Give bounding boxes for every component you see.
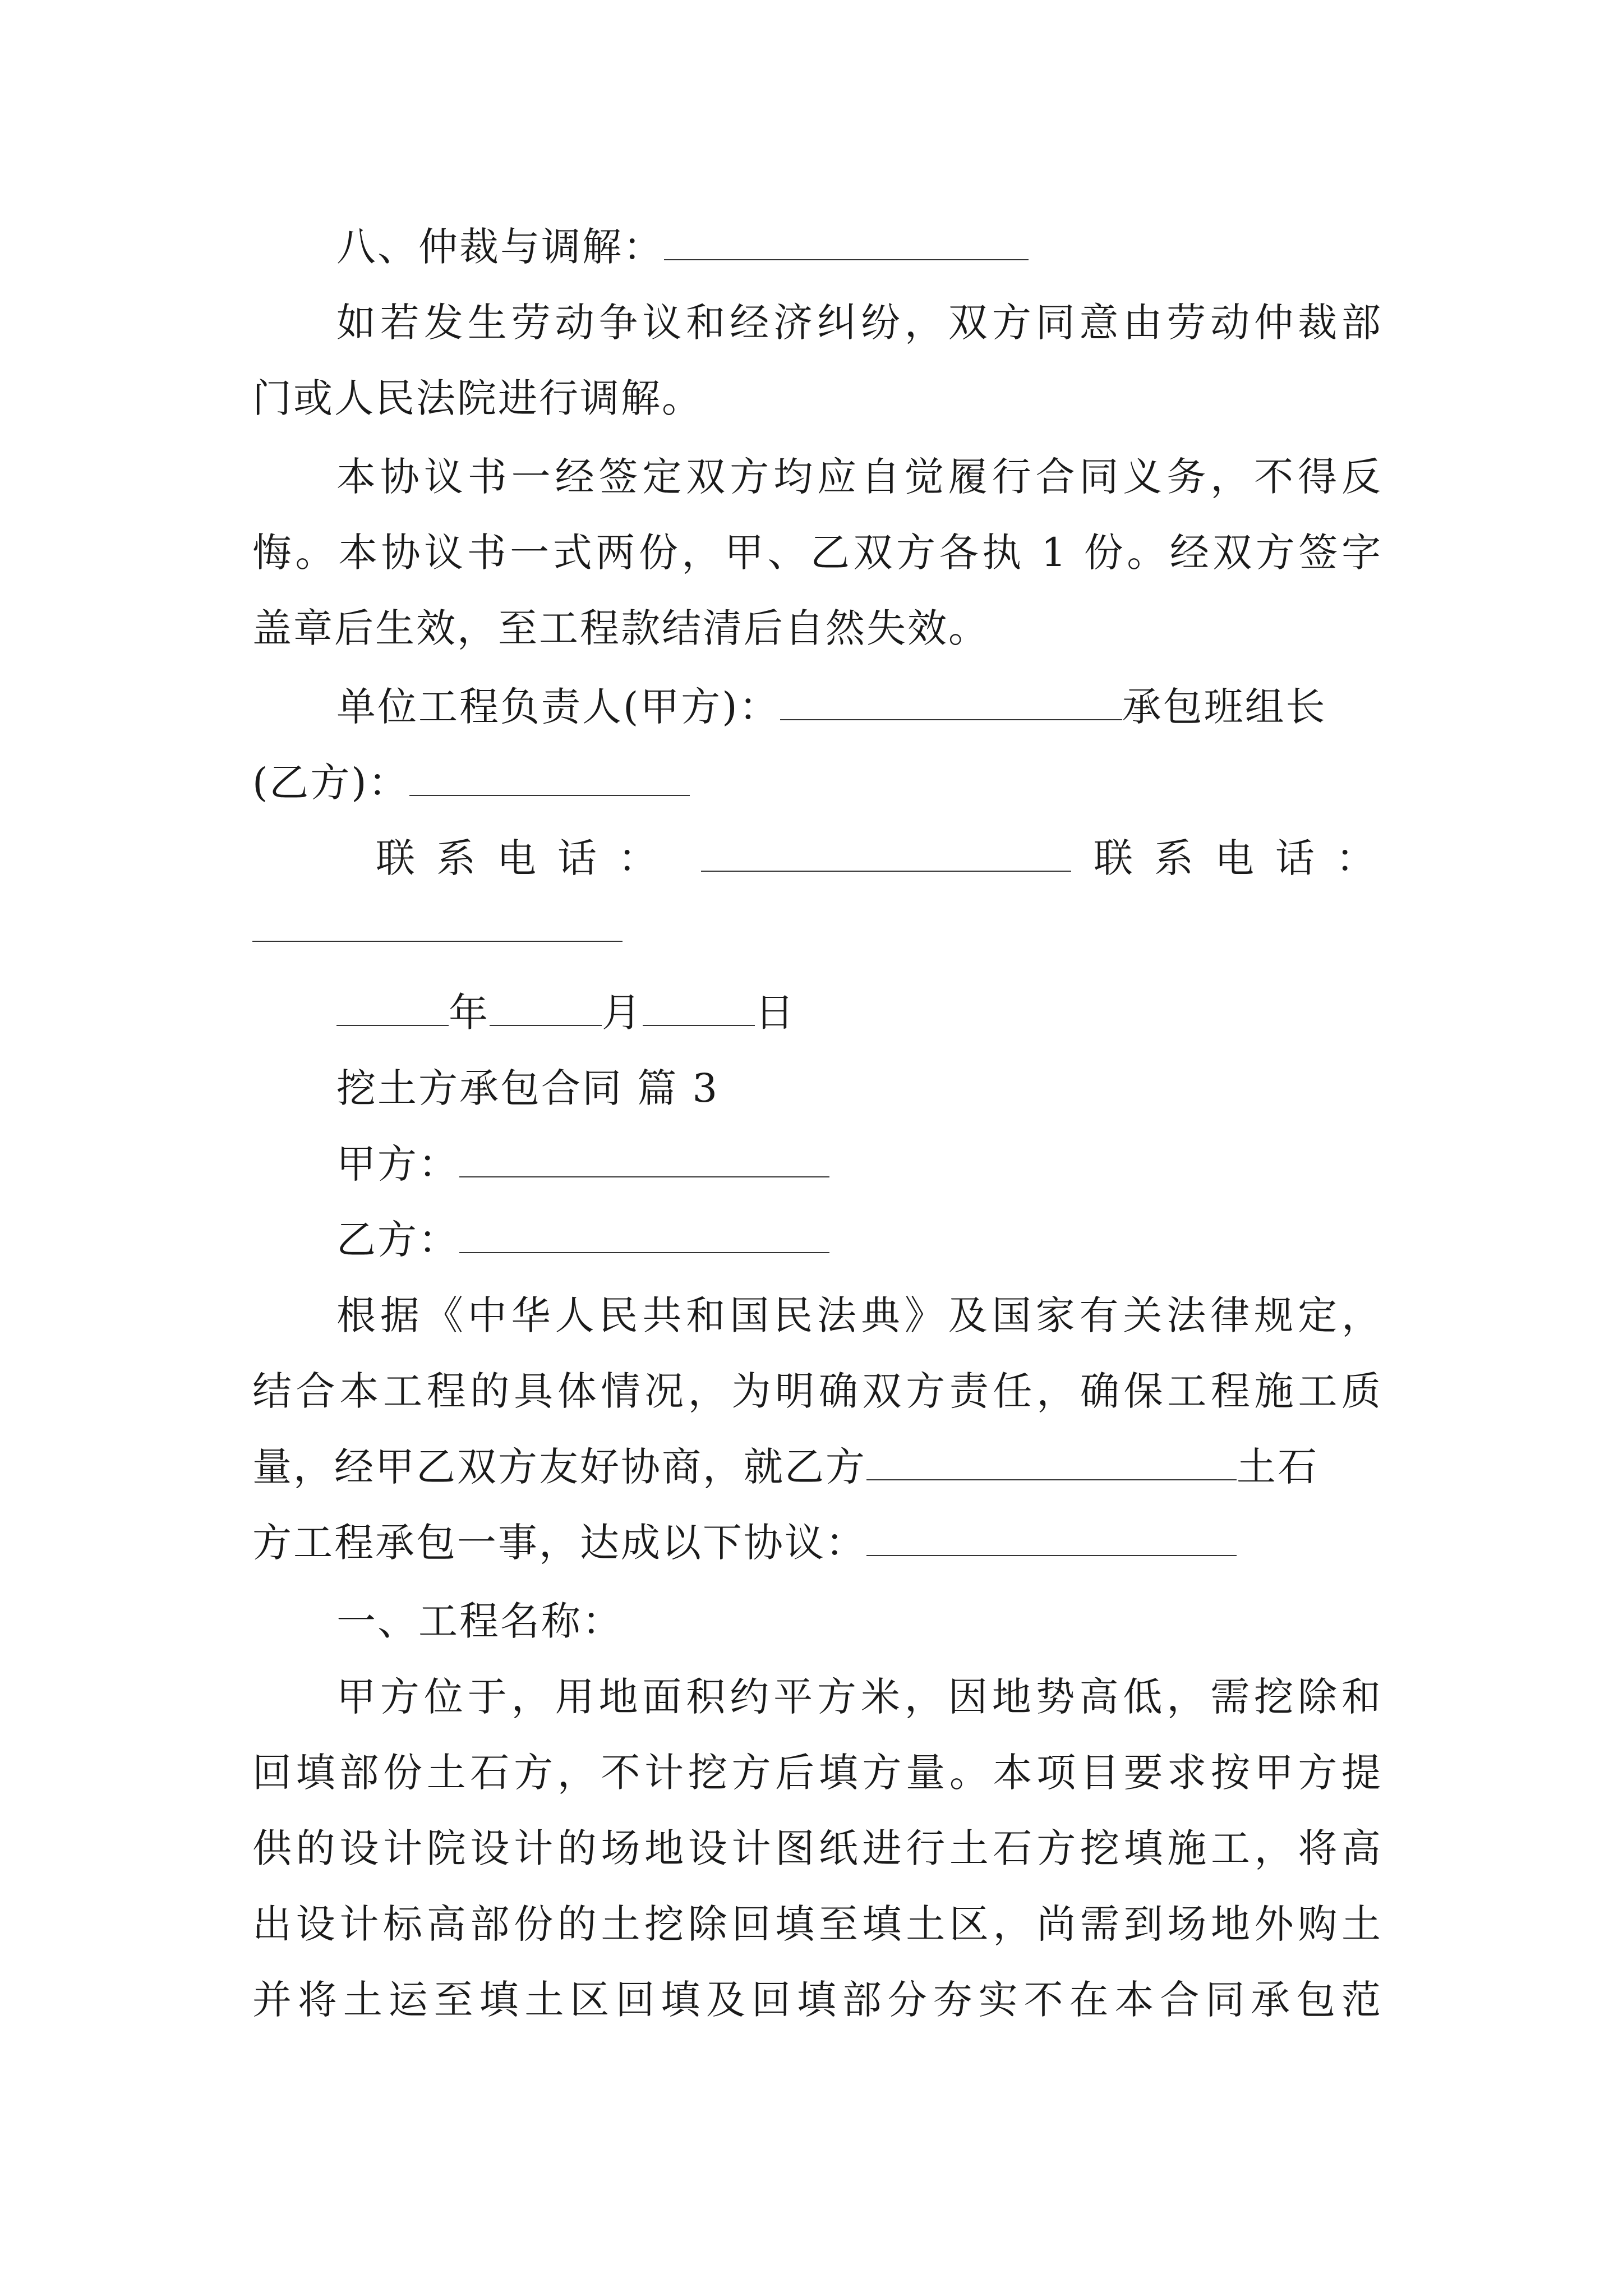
paragraph-line: 并将土运至填土区回填及回填部分夯实不在本合同承包范 [252, 1977, 1382, 2023]
blank-line [252, 907, 623, 942]
paragraph-line: 盖章后生效，至工程款结清后自然失效。 [252, 605, 989, 651]
phone-blank-line [252, 900, 1382, 956]
blank-line [490, 991, 602, 1026]
paragraph-line: 悔。本协议书一式两份，甲、乙双方各执 1 份。经双方签字 [252, 530, 1382, 576]
paragraph-line: 根据《中华人民共和国民法典》及国家有关法律规定， [336, 1292, 1382, 1338]
paragraph-line: 方工程承包一事，达成以下协议： [252, 1515, 1382, 1571]
blank-line [664, 226, 1029, 260]
blank-line [780, 685, 1122, 720]
paragraph-line: 甲方位于，用地面积约平方米，因地势高低，需挖除和 [336, 1674, 1382, 1720]
blank-line [409, 761, 690, 796]
section-8-heading: 八、仲裁与调解： [252, 219, 1382, 275]
signature-line: 单位工程负责人(甲方)： 承包班组长 [336, 684, 1327, 730]
blank-line [459, 1218, 829, 1253]
blank-line [336, 991, 449, 1026]
blank-line [701, 837, 1071, 872]
paragraph-line: 供的设计院设计的场地设计图纸进行土石方挖填施工，将高 [252, 1825, 1382, 1871]
paragraph-line: 门或人民法院进行调解。 [252, 375, 703, 421]
phone-line: 联系电话： 联系电话： [376, 835, 1396, 881]
paragraph-line: 结合本工程的具体情况，为明确双方责任，确保工程施工质 [252, 1368, 1382, 1414]
contract-title: 挖土方承包合同 篇 3 [336, 1065, 720, 1111]
blank-line [459, 1143, 829, 1177]
paragraph-line: 本协议书一经签定双方均应自觉履行合同义务，不得反 [336, 454, 1382, 500]
paragraph-line: 出设计标高部份的土挖除回填至填土区，尚需到场地外购土 [252, 1901, 1382, 1947]
paragraph-line: 量，经甲乙双方友好协商，就乙方 土石 [252, 1444, 1318, 1490]
date-line: 年 月 日 [252, 984, 1382, 1041]
paragraph-line: 回填部份土石方，不计挖方后填方量。本项目要求按甲方提 [252, 1750, 1382, 1796]
party-b-line: 乙方： [252, 1212, 1382, 1268]
blank-line [643, 991, 755, 1026]
party-a-line: 甲方： [252, 1136, 1382, 1192]
blank-line [866, 1521, 1237, 1556]
blank-line [866, 1446, 1237, 1480]
section-1-heading: 一、工程名称： [336, 1598, 623, 1644]
signature-line: (乙方)： [252, 754, 1382, 811]
paragraph-line: 如若发生劳动争议和经济纠纷，双方同意由劳动仲裁部 [336, 300, 1382, 346]
